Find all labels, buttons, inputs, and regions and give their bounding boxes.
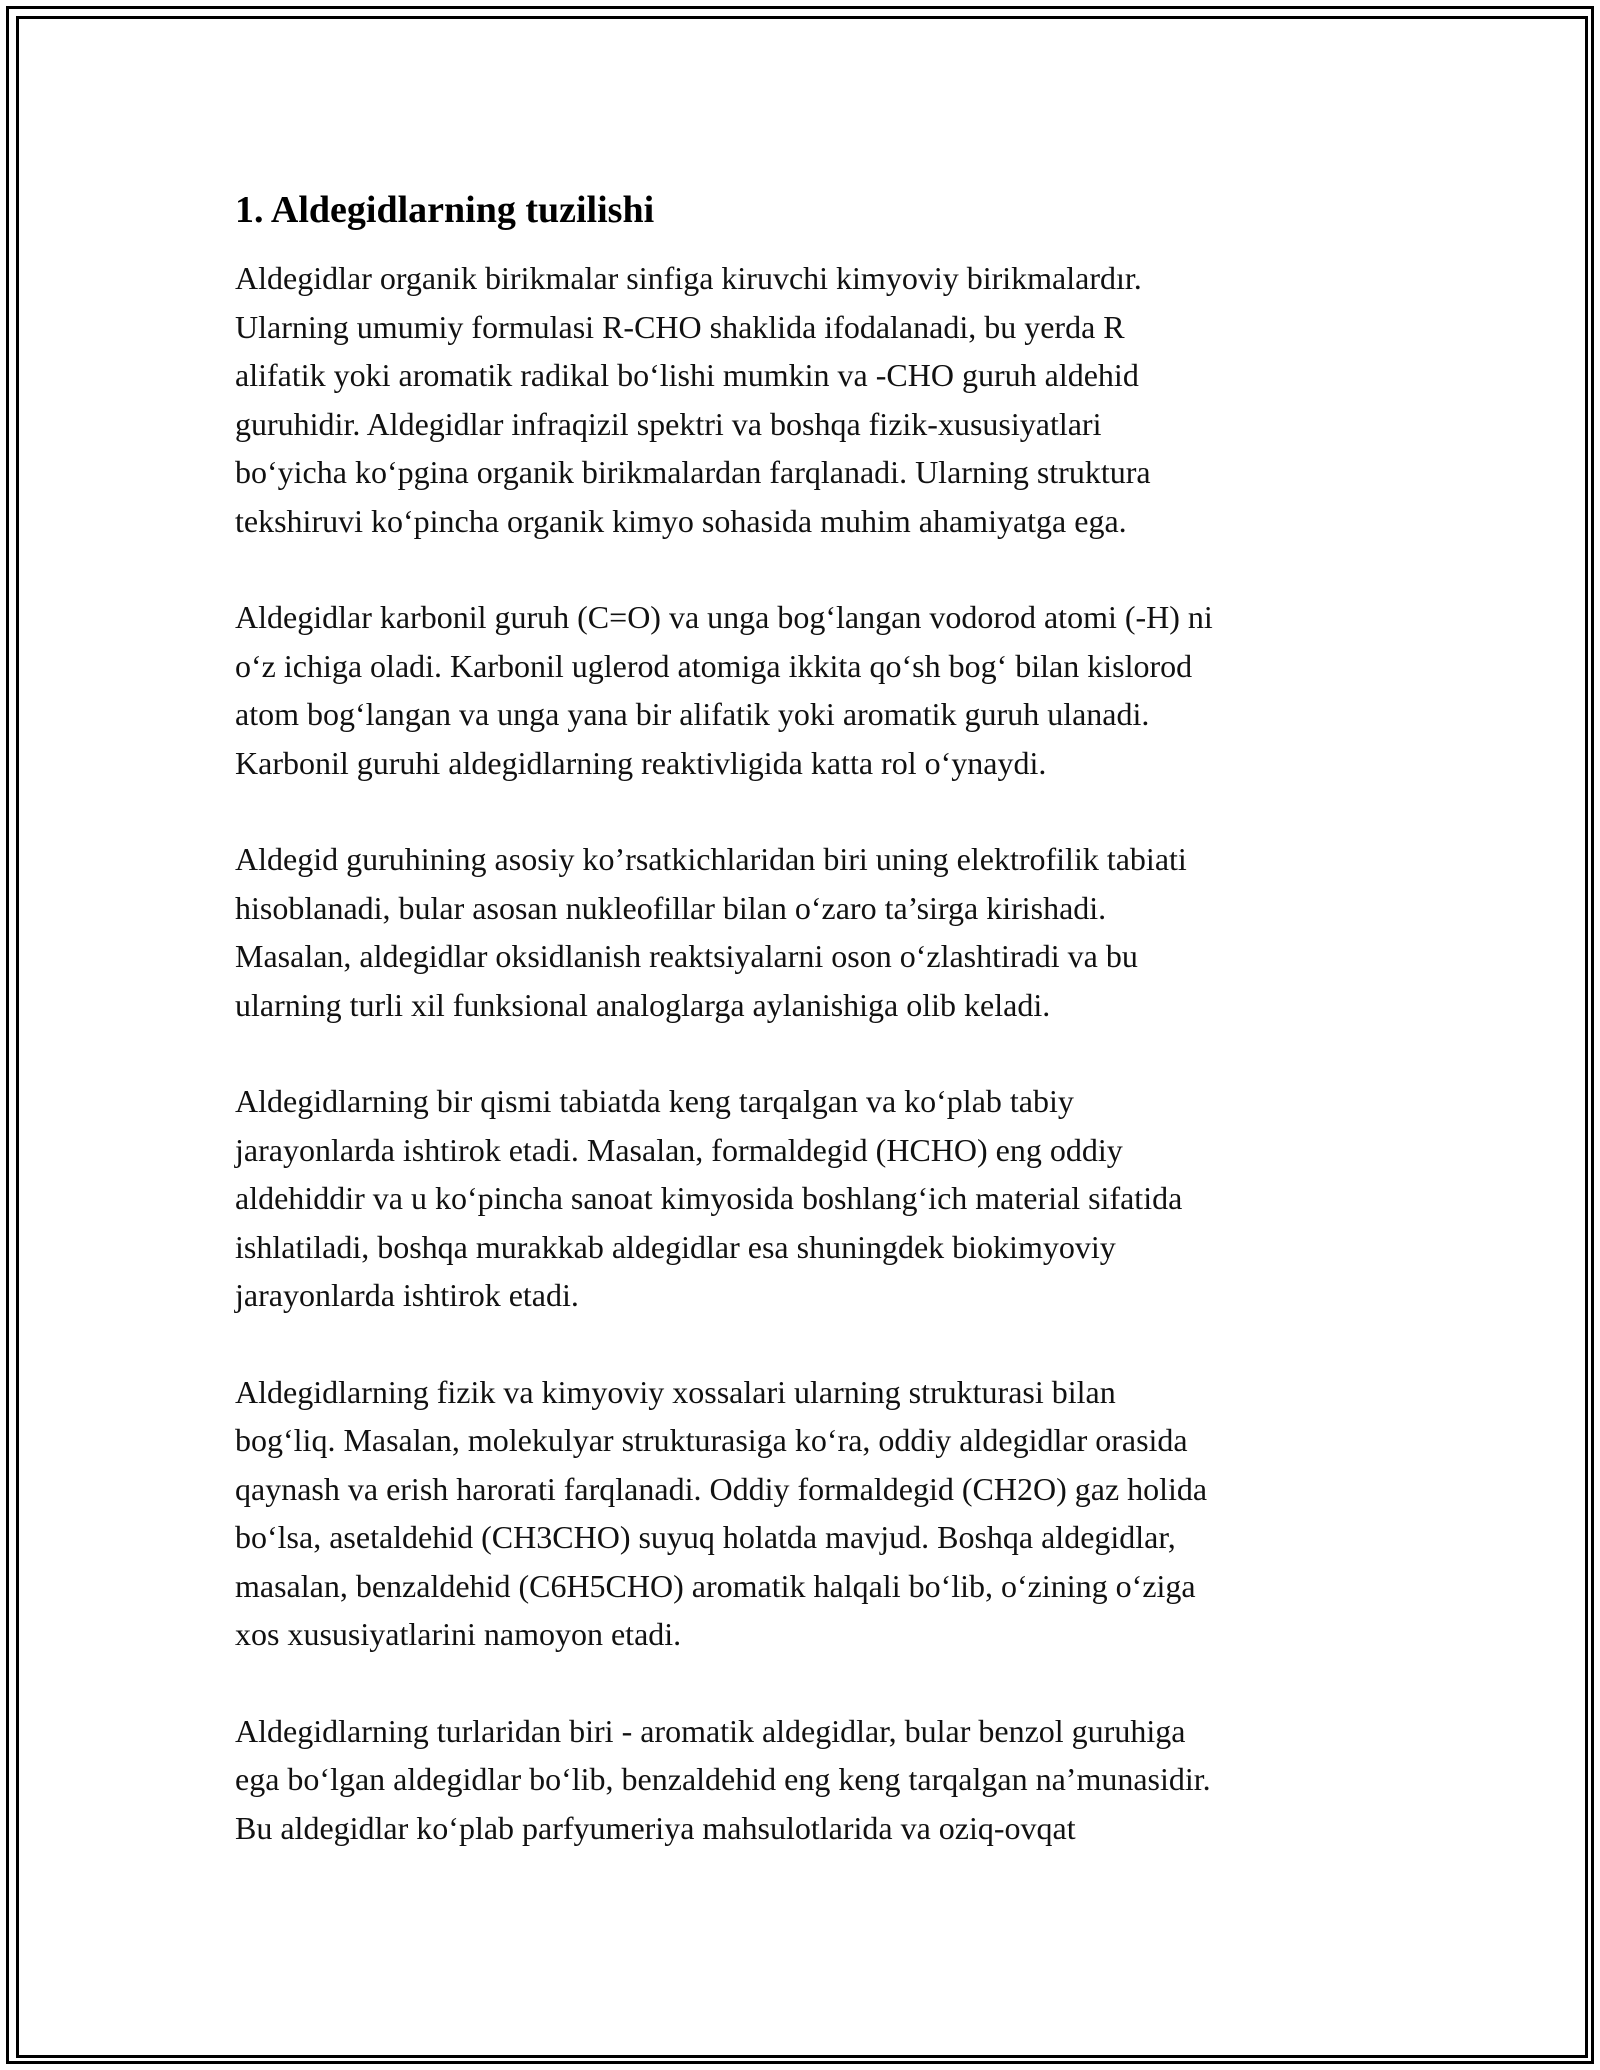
text-line: xos xususiyatlarini namoyon etadi. — [235, 1616, 682, 1652]
text-line: qaynash va erish harorati farqlanadi. Oddiy formaldegid (CH2O) gaz holida — [235, 1470, 1208, 1507]
text-line: aldehiddir va u ko‘pincha sanoat kimyosida boshlang‘ich material sifatida — [235, 1180, 1183, 1216]
text-line: Aldegidlarning bir qismi tabiatda keng tarqalgan va ko‘plab tabiy — [235, 1083, 1074, 1119]
text-line: guruhidir. Aldegidlar infraqizil spektri va boshqa fizik-xususiyatlari — [235, 405, 1102, 442]
text-line: alifatik yoki aromatik radikal bo‘lishi mumkin va -CHO guruh aldehid — [235, 357, 1139, 393]
text-line: Ularning umumiy formulasi R-CHO shaklida ifodalanadi, bu yerda R — [235, 308, 1125, 345]
text-line: Bu aldegidlar ko‘plab parfyumeriya mahsulotlarida va oziq-ovqat — [235, 1809, 1076, 1846]
text-line: jarayonlarda ishtirok etadi. — [235, 1277, 579, 1313]
text-line: ishlatiladi, boshqa murakkab aldegidlar esa shuningdek biokimyoviy — [235, 1228, 1116, 1265]
text-line: Masalan, aldegidlar oksidlanish reaktsiyalarni oson o‘zlashtiradi va bu — [235, 938, 1138, 974]
document-body — [235, 186, 1370, 1900]
text-line: bo‘lsa, asetaldehid (CH3CHO) suyuq holatda mavjud. Boshqa aldegidlar, — [235, 1519, 1176, 1555]
paragraph-1 — [235, 254, 1370, 545]
text-line: Aldegidlarning fizik va kimyoviy xossalari ularning strukturasi bilan — [235, 1373, 1116, 1410]
text-line: Aldegidlar karbonil guruh (C=O) va unga bog‘langan vodorod atomi (-H) ni — [235, 599, 1213, 635]
text-line: bog‘liq. Masalan, molekulyar strukturasiga ko‘ra, oddiy aldegidlar orasida — [235, 1422, 1188, 1458]
paragraph-4 — [235, 1077, 1370, 1320]
paragraph-3 — [235, 835, 1370, 1029]
text-line: bo‘yicha ko‘pgina organik birikmalardan farqlanadi. Ularning struktura — [235, 454, 1151, 490]
text-line: hisoblanadi, bular asosan nukleofillar bilan o‘zaro ta’sirga kirishadi. — [235, 889, 1107, 926]
text-line: masalan, benzaldehid (C6H5CHO) aromatik halqali bo‘lib, o‘zining o‘ziga — [235, 1567, 1196, 1604]
text-line: tekshiruvi ko‘pincha organik kimyo sohasida muhim ahamiyatga ega. — [235, 502, 1127, 539]
paragraph-5 — [235, 1368, 1370, 1659]
text-line: Aldegidlarning turlaridan biri - aromatik aldegidlar, bular benzol guruhiga — [235, 1712, 1186, 1749]
text-line: jarayonlarda ishtirok etadi. Masalan, formaldegid (HCHO) eng oddiy — [235, 1131, 1123, 1168]
text-line: atom bog‘langan va unga yana bir alifatik yoki aromatik guruh ulanadi. — [235, 696, 1150, 732]
section-heading: 1. Aldegidlarning tuzilishi — [235, 189, 655, 231]
text-line: o‘z ichiga oladi. Karbonil uglerod atomiga ikkita qo‘sh bog‘ bilan kislorod — [235, 647, 1193, 684]
text-line: Aldegid guruhining asosiy ko’rsatkichlaridan biri uning elektrofilik tabiati — [235, 841, 1187, 877]
text-line: Karbonil guruhi aldegidlarning reaktivligida katta rol o‘ynaydi. — [235, 744, 1047, 781]
paragraph-6 — [235, 1707, 1370, 1853]
paragraph-2 — [235, 593, 1370, 787]
text-line: ularning turli xil funksional analoglarga aylanishiga olib keladi. — [235, 986, 1051, 1023]
text-line: Aldegidlar organik birikmalar sinfiga kiruvchi kimyoviy birikmalardır. — [235, 260, 1142, 296]
text-line: ega bo‘lgan aldegidlar bo‘lib, benzaldehid eng keng tarqalgan na’munasidir. — [235, 1761, 1211, 1797]
